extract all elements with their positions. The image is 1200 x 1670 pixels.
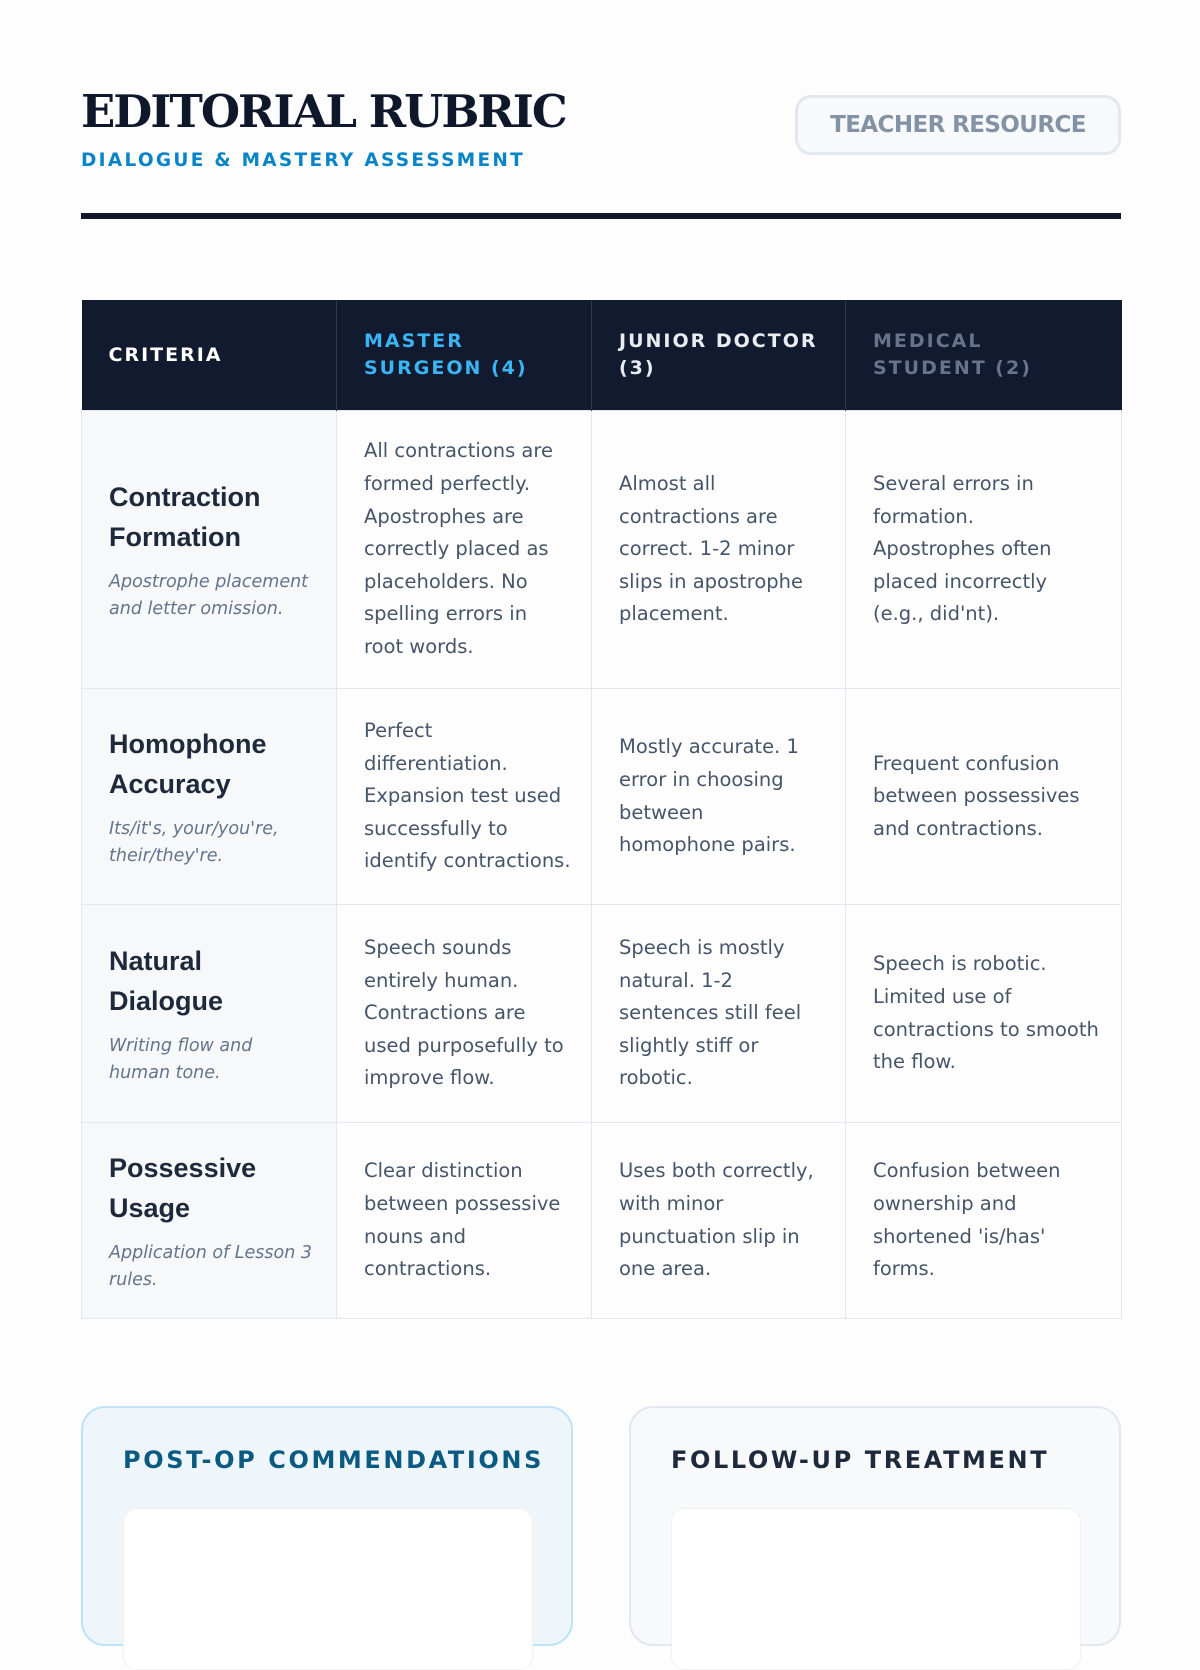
criterion-name: Natural Dialogue [109, 945, 224, 1016]
criterion-cell [82, 689, 337, 905]
table-row [82, 689, 1122, 905]
criterion-note: Application of Lesson 3 rules. [109, 1242, 313, 1290]
criterion-name: Homophone Accuracy [109, 728, 267, 799]
column-header-criteria: CRITERIA [82, 300, 337, 411]
page-subtitle: DIALOGUE & MASTERY ASSESSMENT [81, 150, 526, 171]
criterion-note: Apostrophe placement and letter omission. [109, 571, 309, 619]
master-surgeon-cell: Perfect differentiation. Expansion test used successfully to identify contractions. [337, 689, 592, 905]
commendations-field[interactable] [123, 1508, 533, 1670]
criterion-cell [82, 1123, 337, 1319]
medical-student-cell: Frequent confusion between possessives and contractions. [846, 689, 1122, 905]
follow-up-treatment-card [629, 1406, 1121, 1646]
card-title: FOLLOW-UP TREATMENT [671, 1446, 1050, 1474]
page-title: EDITORIAL RUBRIC [81, 85, 566, 138]
medical-student-cell: Confusion between ownership and shortened 'is/has' forms. [846, 1123, 1122, 1319]
table-row [82, 1123, 1122, 1319]
criterion-note: Its/it's, your/you're, their/they're. [109, 818, 279, 866]
header-divider [81, 213, 1121, 219]
rubric-header-row [82, 300, 1122, 411]
teacher-resource-badge: TEACHER RESOURCE [795, 95, 1121, 155]
junior-doctor-cell: Almost all contractions are correct. 1-2 minor slips in apostrophe placement. [592, 411, 846, 689]
junior-doctor-cell: Mostly accurate. 1 error in choosing between homophone pairs. [592, 689, 846, 905]
junior-doctor-cell: Uses both correctly, with minor punctuation slip in one area. [592, 1123, 846, 1319]
post-op-commendations-card [81, 1406, 573, 1646]
card-title: POST-OP COMMENDATIONS [123, 1446, 544, 1474]
column-header-master-surgeon: MASTER SURGEON (4) [337, 300, 592, 411]
master-surgeon-cell: All contractions are formed perfectly. Apostrophes are correctly placed as placeholders. No spelling errors in root words. [337, 411, 592, 689]
table-row [82, 411, 1122, 689]
junior-doctor-cell: Speech is mostly natural. 1-2 sentences still feel slightly stiff or robotic. [592, 905, 846, 1123]
column-header-junior-doctor: JUNIOR DOCTOR (3) [592, 300, 846, 411]
criterion-cell [82, 905, 337, 1123]
follow-up-field[interactable] [671, 1508, 1081, 1670]
page-header [81, 85, 1121, 171]
rubric-table [81, 300, 1122, 1319]
criterion-note: Writing flow and human tone. [109, 1035, 253, 1083]
medical-student-cell: Several errors in formation. Apostrophes often placed incorrectly (e.g., did'nt). [846, 411, 1122, 689]
column-header-medical-student: MEDICAL STUDENT (2) [846, 300, 1122, 411]
medical-student-cell: Speech is robotic. Limited use of contractions to smooth the flow. [846, 905, 1122, 1123]
master-surgeon-cell: Speech sounds entirely human. Contractions are used purposefully to improve flow. [337, 905, 592, 1123]
criterion-name: Contraction Formation [109, 481, 261, 552]
criterion-cell [82, 411, 337, 689]
table-row [82, 905, 1122, 1123]
master-surgeon-cell: Clear distinction between possessive nouns and contractions. [337, 1123, 592, 1319]
criterion-name: Possessive Usage [109, 1152, 257, 1223]
